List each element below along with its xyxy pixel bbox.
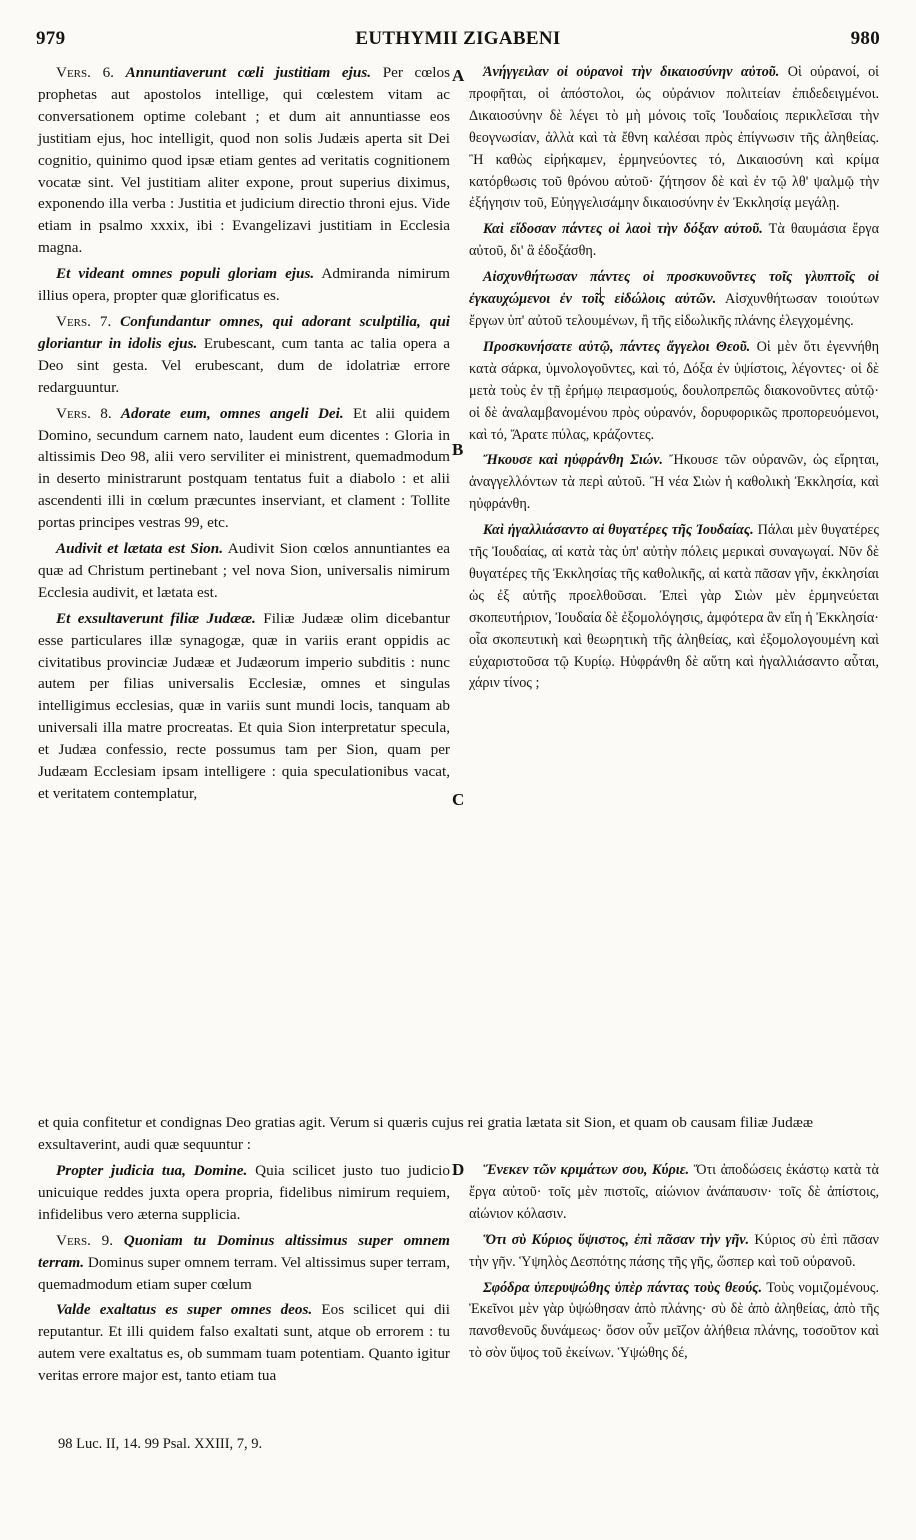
commentary-text: Ἤκουσε τῶν οὐρανῶν, ὡς εἴρηται, ἀναγγελλόντων τὰ περὶ αὐτοῦ. Ἢ νέα Σιὼν ἡ καθολικὴ Ἐκκλησία, καὶ ηὐφράνθη. — [469, 452, 879, 513]
commentary-text: Τὰ θαυμάσια ἔργα αὐτοῦ, δι' ἃ ἐδοξάσθη. — [469, 221, 880, 260]
greek-paragraph — [469, 1278, 879, 1366]
commentary-text: Erubescant, cum tanta ac talia opera a Deo sint gesta. Vel erubescant, dum de idolatriæ errore redarguuntur. — [38, 334, 450, 396]
lemma: Adorate eum, omnes angeli Dei. — [120, 404, 344, 422]
section-marker-c: C — [452, 790, 465, 809]
section-marker-d: D — [452, 1160, 465, 1179]
latin-paragraph — [38, 538, 450, 604]
greek-paragraph — [469, 219, 879, 263]
commentary-text: Τοὺς νομιζομένους. Ἐκεῖνοι μὲν γὰρ ὑψώθησαν ἀπὸ πλάνης· σὺ δὲ ἀπὸ ἀληθείας, ἀπὸ τῆς πανσθενοῦς δυνάμεως· ὅσον οὖν μεῖζον ἀλήθεια πλάνης, τοσοῦτον καὶ τὸ σὸν ὕψος τοῦ ἐκείνων. Ὑψώθης δέ, — [469, 1279, 879, 1362]
greek-column — [469, 62, 879, 699]
running-header — [36, 28, 880, 56]
commentary-text: Κύριος σὺ ἐπὶ πᾶσαν τὴν γῆν. Ὑψηλὸς Δεσπότης πάσης τῆς γῆς, ὥσπερ καὶ τοῦ οὐρανοῦ. — [469, 1231, 879, 1270]
lemma: Et videant omnes populi gloriam ejus. — [56, 265, 315, 283]
lemma: Valde exaltatus es super omnes deos. — [56, 1301, 313, 1319]
commentary-text: Et alii quidem Domino, secundum carnem nato, laudent eum dicentes : Gloria in altissimis Deo 98, alii vero serviliter ei ministrent, quemadmodum in deserto ministrarunt postquam tentatus fuit a diabolo : et alii ascendenti illi in cœlum præcuntes inserviant, et clament : Tollite portas principes vestras 99, etc. — [38, 404, 450, 532]
lemma: Καὶ ἠγαλλιάσαντο αἱ θυγατέρες τῆς Ἰουδαίας. — [483, 522, 754, 539]
latin-paragraph — [38, 403, 450, 534]
lemma: Ἕνεκεν τῶν κριμάτων σου, Κύριε. — [483, 1162, 690, 1178]
latin-paragraph — [38, 263, 450, 307]
commentary-text: Αἰσχυνθήτωσαν τοιούτων ἔργων ὑπ' αὐτοῦ τελουμένων, ἢ τῆς εἰδωλικῆς πλάνης ἐλεγχομένης. — [469, 291, 879, 329]
verse-number: Vers. 9. — [56, 1231, 124, 1249]
commentary-text: Οἱ μὲν ὅτι ἐγεννήθη κατὰ σάρκα, ὑμνολογοῦντες, καὶ τό, Δόξα ἐν ὑψίστοις, λέγοντες· οἱ δὲ μετὰ τοὺς ἐν τῇ ἐρήμῳ πειρασμούς, δουλοπρεπῶς διακονοῦντες αὐτῷ· οἱ δὲ ἀναλαμβανομένου πρὸς οὐρανόν, δορυφορικῶς προπορευόμενοι, καὶ τό, Ἄρατε πύλας, κράζοντες. — [469, 338, 879, 443]
left-page-number: 979 — [36, 28, 66, 49]
footnotes: 98 Luc. II, 14. 99 Psal. XXIII, 7, 9. — [58, 1436, 263, 1452]
lemma: Quoniam tu Dominus altissimus super omnem terram. — [38, 1231, 450, 1271]
commentary-text: Admiranda nimirum illius opera, propter quæ glorificatus es. — [38, 265, 450, 305]
commentary-text: Filiæ Judææ olim dicebantur esse particulares illæ synagogæ, quæ in variis erant oppidis ac civitatibus provinciæ Judææ et Judæorum imperio subditis : nunc autem per filias universalis Ecclesiæ, omnes et singulas intelligimus ecclesias, quæ in variis sunt mundi locis, tanquam ab universali illa matre procreatas. Et quia Sion interpretatur specula, et Judæa confessio, recte possumus tam per Sion, quam per Judæam Ecclesiam ipsam intelligere : quia speculationibus vacat, et veritatem contemplatur, — [38, 609, 450, 802]
latin-column-lower — [38, 1160, 450, 1391]
greek-paragraph — [469, 520, 879, 695]
latin-paragraph — [38, 608, 450, 805]
lemma: Ὅτι σὺ Κύριος ὕψιστος, ἐπὶ πᾶσαν τὴν γῆν. — [483, 1231, 750, 1248]
verse-number: Vers. 7. — [56, 312, 121, 330]
section-marker-b: B — [452, 440, 464, 459]
lemma: Propter judicia tua, Domine. — [56, 1162, 248, 1179]
commentary-text: Dominus super omnem terram. Vel altissimus super terram, quemadmodum etiam super cœlum — [38, 1253, 450, 1293]
greek-paragraph — [469, 450, 879, 516]
latin-paragraph — [38, 1299, 450, 1387]
lemma: Αἰσχυνθήτωσαν πάντες οἱ προσκυνοῦντες τοῖς γλυπτοῖς οἱ ἐγκαυχώμενοι ἐν τοῖς εἰδώλοις αὐτῶν. — [469, 269, 879, 308]
section-marker-a: A — [452, 66, 465, 85]
latin-paragraph — [38, 62, 450, 259]
lemma: Προσκυνήσατε αὐτῷ, πάντες ἄγγελοι Θεοῦ. — [483, 338, 751, 355]
latin-column — [38, 62, 450, 809]
lemma: Καὶ εἴδοσαν πάντες οἱ λαοὶ τὴν δόξαν αὐτοῦ. — [483, 221, 763, 238]
lemma: Annuntiaverunt cœli justitiam ejus. — [125, 64, 372, 81]
commentary-text: Πάλαι μὲν θυγατέρες τῆς Ἰουδαίας, αἱ κατὰ τὰς ὑπ' αὐτὴν πόλεις μερικαὶ συναγωγαί. Νῦν δὲ θυγατέρες τῆς Ἐκκλησίας τῆς καθολικῆς, αἱ κατὰ πᾶσαν γῆν, ἐκκλησίαι ὡς ἐξ αὐτῆς προελθοῦσαι. Ἐπεὶ γὰρ Σιὼν μὲν ἑρμηνεύεται σκοπευτήριον, Ἰουδαία δὲ ἐξομολόγησις, ἀμφότερα ἂν εἴη ἡ Ἐκκλησία· οἷα σκοπευτικὴ καὶ θεωρητικὴ τῆς ἀληθείας, καὶ ἐξομολογουμένη καὶ εὐχαριστοῦσα τῷ Κυρίῳ. Ηὐφράνθη δὲ αὕτη καὶ ἠγαλλιάσαντο αὗται, χάριν τίνος ; — [469, 522, 880, 692]
commentary-text: Quia scilicet justo tuo judicio unicuique reddes juxta opera propria, fidelibus nimirum requiem, infidelibus vero æterna supplicia. — [38, 1162, 450, 1223]
lemma: Confundantur omnes, qui adorant sculptilia, qui gloriantur in idolis ejus. — [38, 312, 450, 352]
greek-paragraph — [469, 62, 879, 215]
lemma: Ἀνήγγειλαν οἱ οὐρανοὶ τὴν δικαιοσύνην αὐτοῦ. — [483, 64, 780, 80]
commentary-text: Οἱ οὐρανοί, οἱ προφῆται, οἱ ἀπόστολοι, ὡς οὐράνιον πολιτείαν ἐπιδεδειγμένοι. Δικαιοσύνην δὲ λέγει τὸ μὴ μόνοις τοῖς Ἰουδαίοις περικλεῖσαι τὴν θεογνωσίαν, ἀλλὰ καὶ τὰ ἔθνη καλέσαι πρὸς ἐπίγνωσιν τῆς ἀληθείας. Ἢ καθὼς εἰρήκαμεν, ἑρμηνεύοντες τό, Δικαιοσύνη καὶ κρίμα κατόρθωσις τοῦ θρόνου αὐτοῦ· ζήτησον δὲ καὶ ἐν τῷ λθ' ψαλμῷ τὴν ἐξήγησιν τοῦ, Εὐηγγελισάμην δικαιοσύνην ἐν Ἐκκλησίᾳ μεγάλῃ. — [469, 64, 879, 212]
lemma: Σφόδρα ὑπερυψώθης ὑπὲρ πάντας τοὺς θεούς. — [483, 1279, 763, 1296]
lemma: Ἤκουσε καὶ ηὐφράνθη Σιών. — [483, 452, 663, 469]
commentary-text: Eos scilicet qui dii reputantur. Et illi quidem falso exaltati sunt, atque ob errorem : tu autem vere exaltatus es, ob summam tuam potentiam. Quanto igitur veritas errore major est, tanto etiam tua — [38, 1301, 451, 1385]
lemma: Audivit et lætata est Sion. — [56, 540, 224, 558]
greek-column-lower — [469, 1160, 879, 1369]
running-title: EUTHYMII ZIGABENI — [355, 28, 561, 49]
greek-paragraph — [469, 1230, 879, 1274]
verse-number: Vers. 6. — [56, 64, 126, 81]
greek-paragraph — [469, 337, 879, 447]
commentary-text: Audivit Sion cœlos annuntiantes ea quæ ad Christum pertinebant ; vel nova Sion, universalis nimirum Ecclesia audivit, et lætata est. — [38, 540, 450, 601]
right-page-number: 980 — [850, 28, 880, 49]
latin-paragraph — [38, 311, 450, 399]
greek-paragraph — [469, 1160, 879, 1226]
full-width-line: et quia confitetur et condignas Deo gratias agit. Verum si quæris cujus rei gratia lætata sit Sion, et quam ob causam filiæ Judææ exsultaverint, audi quæ sequuntur : — [38, 1114, 813, 1153]
commentary-text: Per cœlos prophetas aut apostolos intellige, qui cœlestem vitam ac conversationem optime colebant ; et dum ait annuntiasse eos justitiam ejus, hoc intelligit, quod non solis Judæis aperta sit Dei cognitio, quinimo quod ipsæ etiam gentes ad veritatis cognitionem vocatæ sint. Vel justitiam aliter expone, prout superius diximus, exponendo illa verba : Justitia et judicium directio throni ejus. Vide etiam in psalmo xxxix, ibi : Evangelizavi justitiam in Ecclesia magna. — [38, 64, 450, 257]
latin-paragraph — [38, 1160, 450, 1226]
commentary-text: Ὅτι ἀποδώσεις ἑκάστῳ κατὰ τὰ ἔργα αὐτοῦ· τοῖς μὲν πιστοῖς, αἰώνιον ἀνάπαυσιν· τοῖς δὲ ἀπίστοις, αἰώνιον κόλασιν. — [469, 1162, 879, 1222]
verse-number: Vers. 8. — [56, 404, 121, 422]
greek-paragraph — [469, 267, 879, 333]
latin-paragraph — [38, 1230, 450, 1296]
lemma: Et exsultaverunt filiæ Judææ. — [56, 609, 256, 627]
